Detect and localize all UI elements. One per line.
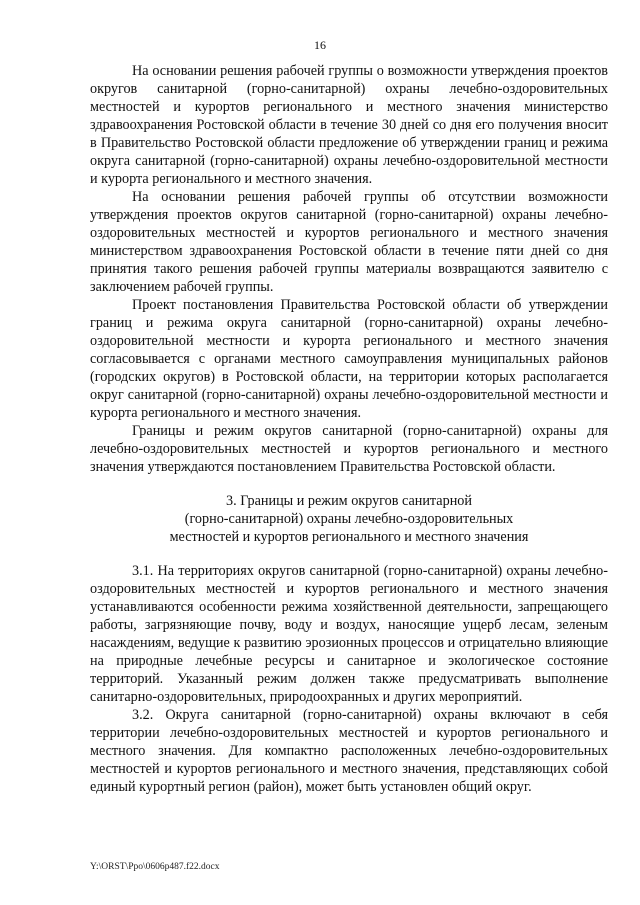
section-heading-line-2: (горно-санитарной) охраны лечебно-оздоровительных: [184, 511, 514, 527]
paragraph-1: На основании решения рабочей группы о возможности утверждения проектов округов санитарной (горно-санитарной) охраны лечебно-оздоровительных местностей и курортов регионального и местного значения министерство здравоохранения Ростовской области в течение 30 дней со дня его получения вносит в Правительство Ростовской области предложение об утверждении границ и режима округа санитарной (горно-санитарной) охраны лечебно-оздоровительной местности и курорта регионального и местного значения.: [90, 63, 608, 187]
paragraph-2: На основании решения рабочей группы об отсутствии возможности утверждения проектов округов санитарной (горно-санитарной) охраны лечебно-оздоровительных местностей и курортов регионального и местного значения министерством здравоохранения Ростовской области в течение пяти дней со дня принятия такого решения рабочей группы материалы возвращаются заявителю с заключением рабочей группы.: [90, 189, 608, 295]
section-heading: [90, 492, 608, 546]
page-number: 16: [314, 38, 326, 52]
section-heading-line-3: местностей и курортов регионального и местного значения: [169, 529, 529, 545]
paragraph-4: Границы и режим округов санитарной (горно-санитарной) охраны для лечебно-оздоровительных местностей и курортов регионального и местного значения утверждаются постановлением Правительства Ростовской области.: [90, 423, 608, 475]
paragraph-3: Проект постановления Правительства Ростовской области об утверждении границ и режима округа санитарной (горно-санитарной) охраны лечебно-оздоровительной местности и курорта регионального и местного значения согласовывается с органами местного самоуправления муниципальных районов (городских округов) в Ростовской области, на территории которых располагается округ санитарной (горно-санитарной) охраны лечебно-оздоровительной местности и курорта регионального и местного значения.: [90, 297, 608, 421]
section-heading-line-1: 3. Границы и режим округов санитарной: [226, 493, 472, 509]
footer-file-path: Y:\ORST\Ppo\0606p487.f22.docx: [90, 862, 220, 872]
paragraph-3-1: 3.1. На территориях округов санитарной (горно-санитарной) охраны лечебно-оздоровительных местностей и курортов регионального и местного значения устанавливаются особенности режима хозяйственной деятельности, запрещающего работы, загрязняющие почву, воду и воздух, наносящие ущерб лесам, зеленым насаждениям, ведущие к развитию эрозионных процессов и отрицательно влияющие на природные лечебные ресурсы и санитарное и экологическое состояние территорий. Указанный режим должен также предусматривать выполнение санитарно-оздоровительных, природоохранных и других мероприятий.: [90, 563, 608, 705]
document-body: [90, 62, 608, 796]
paragraph-3-2: 3.2. Округа санитарной (горно-санитарной) охраны включают в себя территории лечебно-оздоровительных местностей и курортов регионального и местного значения. Для компактно расположенных лечебно-оздоровительных местностей и курортов регионального и местного значения, представляющих собой единый курортный регион (район), может быть установлен общий округ.: [90, 707, 608, 795]
